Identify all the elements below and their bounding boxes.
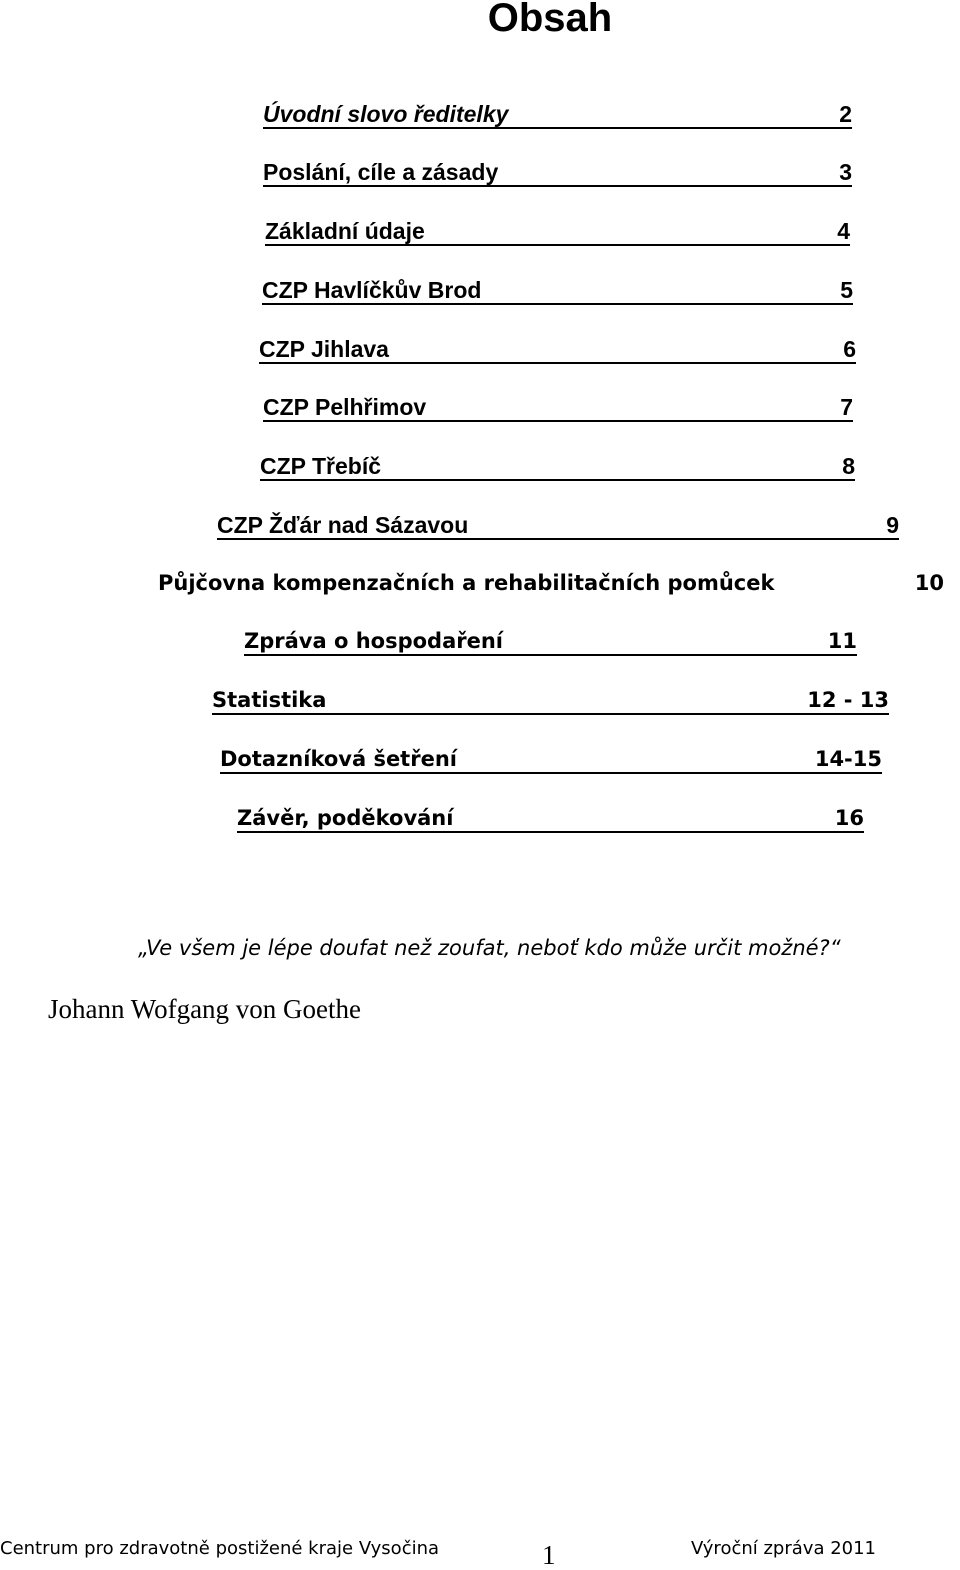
toc-entry-zprava-o-hospodareni[interactable] — [244, 626, 857, 656]
footer-report-title: Výroční zpráva 2011 — [690, 1538, 876, 1559]
toc-entry-label: Statistika — [212, 688, 327, 712]
toc-entry-uvodni-slovo[interactable] — [263, 99, 852, 129]
toc-entry-pujcovna[interactable] — [158, 568, 944, 598]
toc-entry-page: 16 — [834, 806, 864, 830]
toc-entry-page: 5 — [840, 277, 853, 303]
toc-entry-label: CZP Třebíč — [260, 453, 381, 479]
toc-entry-label: CZP Žďár nad Sázavou — [217, 512, 469, 538]
toc-entry-label: CZP Pelhřimov — [263, 394, 427, 420]
toc-entry-page: 11 — [827, 629, 857, 653]
toc-entry-poslani[interactable] — [263, 157, 852, 187]
toc-entry-label: Poslání, cíle a zásady — [263, 159, 499, 185]
toc-entry-zakladni-udaje[interactable] — [265, 216, 850, 246]
footer-organization: Centrum pro zdravotně postižené kraje Vysočina — [0, 1538, 440, 1559]
toc-entry-page: 4 — [837, 218, 850, 244]
toc-entry-page: 6 — [843, 336, 856, 362]
toc-entry-page: 10 — [914, 571, 944, 595]
quote: „Ve všem je lépe doufat než zoufat, neboť kdo může určit možné?“ — [138, 936, 841, 960]
toc-entry-zaver[interactable] — [237, 803, 864, 833]
toc-entry-page: 8 — [842, 453, 855, 479]
toc-entry-label: CZP Havlíčkův Brod — [262, 277, 482, 303]
toc-entry-page: 14-15 — [814, 747, 882, 771]
toc-entry-dotaznikova-setreni[interactable] — [220, 744, 882, 774]
toc-entry-page: 12 - 13 — [807, 688, 889, 712]
toc-entry-czp-pelhrimov[interactable] — [263, 392, 853, 422]
toc-entry-page: 7 — [840, 394, 853, 420]
quote-author: Johann Wofgang von Goethe — [48, 994, 362, 1024]
page-title: Obsah — [487, 0, 613, 40]
toc-entry-page: 9 — [886, 512, 899, 538]
toc-entry-czp-havlickuv-brod[interactable] — [262, 275, 853, 305]
toc-entry-page: 3 — [839, 159, 852, 185]
toc-entry-label: Závěr, poděkování — [237, 806, 454, 830]
toc-entry-czp-jihlava[interactable] — [259, 334, 856, 364]
toc-entry-label: CZP Jihlava — [259, 336, 389, 362]
toc-entry-page: 2 — [839, 101, 852, 127]
toc-entry-label: Zpráva o hospodaření — [244, 629, 503, 653]
toc-entry-label: Dotazníková šetření — [220, 747, 457, 771]
footer-page-number: 1 — [542, 1540, 556, 1570]
toc-entry-czp-trebic[interactable] — [260, 451, 855, 481]
toc-entry-label: Půjčovna kompenzačních a rehabilitačních pomůcek — [158, 571, 775, 595]
toc-entry-statistika[interactable] — [212, 685, 889, 715]
toc-entry-label: Základní údaje — [265, 218, 425, 244]
toc-entry-label: Úvodní slovo ředitelky — [263, 101, 509, 127]
toc-entry-czp-zdar[interactable] — [217, 510, 899, 540]
